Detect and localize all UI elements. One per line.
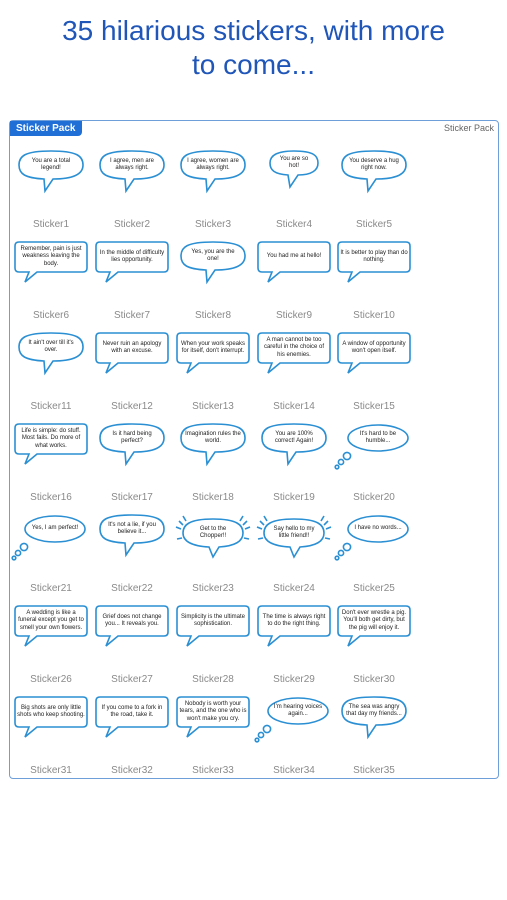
sticker-item[interactable] (92, 695, 172, 783)
thought-dot (343, 543, 350, 550)
sticker-text: You deserve a hug right now. (349, 157, 399, 171)
sticker-text: I have no words... (354, 525, 402, 532)
sticker-item[interactable] (173, 695, 253, 783)
headline-line-2: to come... (192, 49, 315, 80)
sticker-label: Sticker29 (273, 674, 315, 685)
sticker-item[interactable] (334, 604, 414, 692)
headline-line-1: 35 hilarious stickers, with more (62, 15, 445, 46)
sticker-text: Yes, I am perfect! (31, 525, 79, 532)
sticker-text: It is better to play than do nothing. (340, 249, 408, 263)
sticker-label: Sticker31 (30, 765, 72, 776)
sticker-text: Remember, pain is just weakness leaving the body. (20, 245, 82, 267)
sticker-label: Sticker35 (353, 765, 395, 776)
sticker-item[interactable] (92, 604, 172, 692)
sticker-text: It's hard to be humble... (359, 430, 397, 444)
sticker-text: The sea was angry that day my friends... (346, 703, 402, 717)
thought-dot (258, 732, 263, 737)
sticker-item[interactable] (11, 695, 91, 783)
sticker-text: Say hello to my little friend!! (273, 525, 315, 539)
sticker-item[interactable] (11, 604, 91, 692)
shout-ray (260, 521, 264, 525)
sticker-item[interactable] (92, 331, 172, 419)
shout-ray (177, 538, 182, 539)
shout-ray (258, 538, 263, 539)
sticker-label: Sticker2 (113, 219, 151, 230)
sticker-text: You had me at hello! (266, 253, 322, 260)
sticker-grid (10, 121, 498, 778)
sticker-item[interactable] (173, 513, 253, 601)
sticker-text: Never ruin an apology with an excuse. (102, 340, 162, 354)
sticker-label: Sticker5 (355, 219, 393, 230)
sticker-text: In the middle of difficulty lies opportunity. (99, 249, 165, 263)
sticker-text: It ain't over till it's over. (28, 339, 74, 353)
sticker-item[interactable] (11, 331, 91, 419)
sticker-label: Sticker8 (194, 310, 232, 321)
sticker-item[interactable] (334, 695, 414, 783)
shout-ray (326, 527, 331, 529)
sticker-text: I'm hearing voices again... (273, 703, 323, 717)
sticker-label: Sticker1 (32, 219, 70, 230)
thought-dot (343, 452, 350, 459)
sticker-item[interactable] (173, 331, 253, 419)
sticker-item[interactable] (173, 604, 253, 692)
sticker-label: Sticker15 (353, 401, 395, 412)
sticker-label: Sticker7 (113, 310, 151, 321)
sticker-item[interactable] (92, 513, 172, 601)
thought-dot (15, 550, 20, 555)
sticker-label: Sticker4 (275, 219, 313, 230)
sticker-text: Nobody is worth your tears, and the one who is won't make you cry. (179, 700, 247, 722)
sticker-item[interactable] (92, 240, 172, 328)
sticker-label: Sticker6 (32, 310, 70, 321)
sticker-text: If you come to a fork in the road, take it. (101, 704, 163, 718)
sticker-label: Sticker3 (194, 219, 232, 230)
sticker-text: Is it hard being perfect? (112, 430, 152, 444)
sticker-text: A wedding is like a funeral except you get to smell your own flowers. (18, 609, 84, 631)
sticker-item[interactable] (334, 331, 414, 419)
shout-ray (325, 538, 330, 539)
sticker-item[interactable] (11, 149, 91, 237)
sticker-item[interactable] (173, 149, 253, 237)
sticker-label: Sticker21 (30, 583, 72, 594)
sticker-item[interactable] (173, 240, 253, 328)
sticker-label: Sticker11 (30, 401, 72, 412)
sticker-label: Sticker25 (353, 583, 395, 594)
sticker-label: Sticker12 (111, 401, 153, 412)
sticker-text: Imagination rules the world. (185, 430, 241, 444)
sticker-text: You are 100% correct! Again! (274, 430, 314, 444)
sticker-item[interactable] (92, 422, 172, 510)
shout-ray (240, 516, 243, 521)
sticker-text: Get to the Chopper!! (199, 525, 227, 539)
sticker-text: Big shots are only little shots who keep shooting. (17, 704, 85, 718)
sticker-text: Don't ever wrestle a pig. You'll both get dirty, but the pig will enjoy it. (341, 609, 407, 631)
sticker-label: Sticker34 (273, 765, 315, 776)
sticker-text: I agree, men are always right. (109, 157, 155, 171)
sticker-label: Sticker30 (353, 674, 395, 685)
sticker-label: Sticker28 (192, 674, 234, 685)
sticker-pack-panel (9, 120, 499, 779)
sticker-pack-tag: Sticker Pack (10, 121, 82, 136)
sticker-text: You are so hot! (279, 155, 309, 169)
thought-dot (338, 459, 343, 464)
sticker-label: Sticker32 (111, 765, 153, 776)
shout-ray (183, 516, 186, 521)
thought-dot (338, 550, 343, 555)
shout-ray (179, 521, 183, 525)
sticker-label: Sticker16 (30, 492, 72, 503)
sticker-label: Sticker23 (192, 583, 234, 594)
sticker-label: Sticker9 (275, 310, 313, 321)
sticker-label: Sticker10 (353, 310, 395, 321)
sticker-pack-title: Sticker Pack (443, 123, 494, 133)
shout-ray (245, 527, 250, 529)
sticker-item[interactable] (334, 422, 414, 510)
sticker-item[interactable] (254, 604, 334, 692)
thought-dot (12, 556, 16, 560)
thought-dot (255, 738, 259, 742)
sticker-text: When your work speaks for itself, don't interrupt. (180, 340, 246, 354)
sticker-text: A window of opportunity won't open itself. (342, 340, 406, 354)
sticker-item[interactable] (334, 240, 414, 328)
shout-ray (244, 538, 249, 539)
sticker-label: Sticker14 (273, 401, 315, 412)
sticker-label: Sticker19 (273, 492, 315, 503)
sticker-item[interactable] (173, 422, 253, 510)
sticker-label: Sticker22 (111, 583, 153, 594)
sticker-text: The time is always right to do the right thing. (262, 613, 326, 627)
sticker-label: Sticker13 (192, 401, 234, 412)
thought-dot (335, 465, 339, 469)
sticker-item[interactable] (254, 149, 334, 237)
sticker-item[interactable] (254, 513, 334, 601)
sticker-item[interactable] (254, 240, 334, 328)
sticker-item[interactable] (334, 513, 414, 601)
sticker-text: Life is simple: do stuff. Most fails. Do more of what works. (21, 427, 81, 449)
sticker-item[interactable] (254, 695, 334, 783)
shout-ray (324, 521, 328, 525)
shout-ray (243, 521, 247, 525)
thought-dot (335, 556, 339, 560)
sticker-label: Sticker26 (30, 674, 72, 685)
sticker-text: Yes, you are the one! (191, 248, 235, 262)
sticker-item[interactable] (11, 422, 91, 510)
sticker-text: Grief does not change you... It reveals you. (102, 613, 162, 627)
shout-ray (264, 516, 267, 521)
sticker-item[interactable] (254, 422, 334, 510)
sticker-label: Sticker18 (192, 492, 234, 503)
sticker-text: A man cannot be too careful in the choice of his enemies. (263, 336, 325, 358)
thought-dot (20, 543, 27, 550)
sticker-item[interactable] (11, 240, 91, 328)
sticker-text: I agree, women are always right. (187, 157, 239, 171)
sticker-label: Sticker33 (192, 765, 234, 776)
sticker-label: Sticker27 (111, 674, 153, 685)
sticker-text: Simplicity is the ultimate sophistication. (180, 613, 246, 627)
sticker-text: You are a total legend! (31, 157, 71, 171)
sticker-item[interactable] (11, 513, 91, 601)
sticker-item[interactable] (254, 331, 334, 419)
sticker-item[interactable] (334, 149, 414, 237)
sticker-label: Sticker20 (353, 492, 395, 503)
shout-ray (257, 527, 262, 529)
sticker-label: Sticker24 (273, 583, 315, 594)
sticker-text: It's not a lie, if you believe it... (108, 521, 156, 535)
shout-ray (176, 527, 181, 529)
headline (0, 14, 507, 82)
sticker-label: Sticker17 (111, 492, 153, 503)
shout-ray (321, 516, 324, 521)
sticker-item[interactable] (92, 149, 172, 237)
thought-dot (263, 725, 270, 732)
